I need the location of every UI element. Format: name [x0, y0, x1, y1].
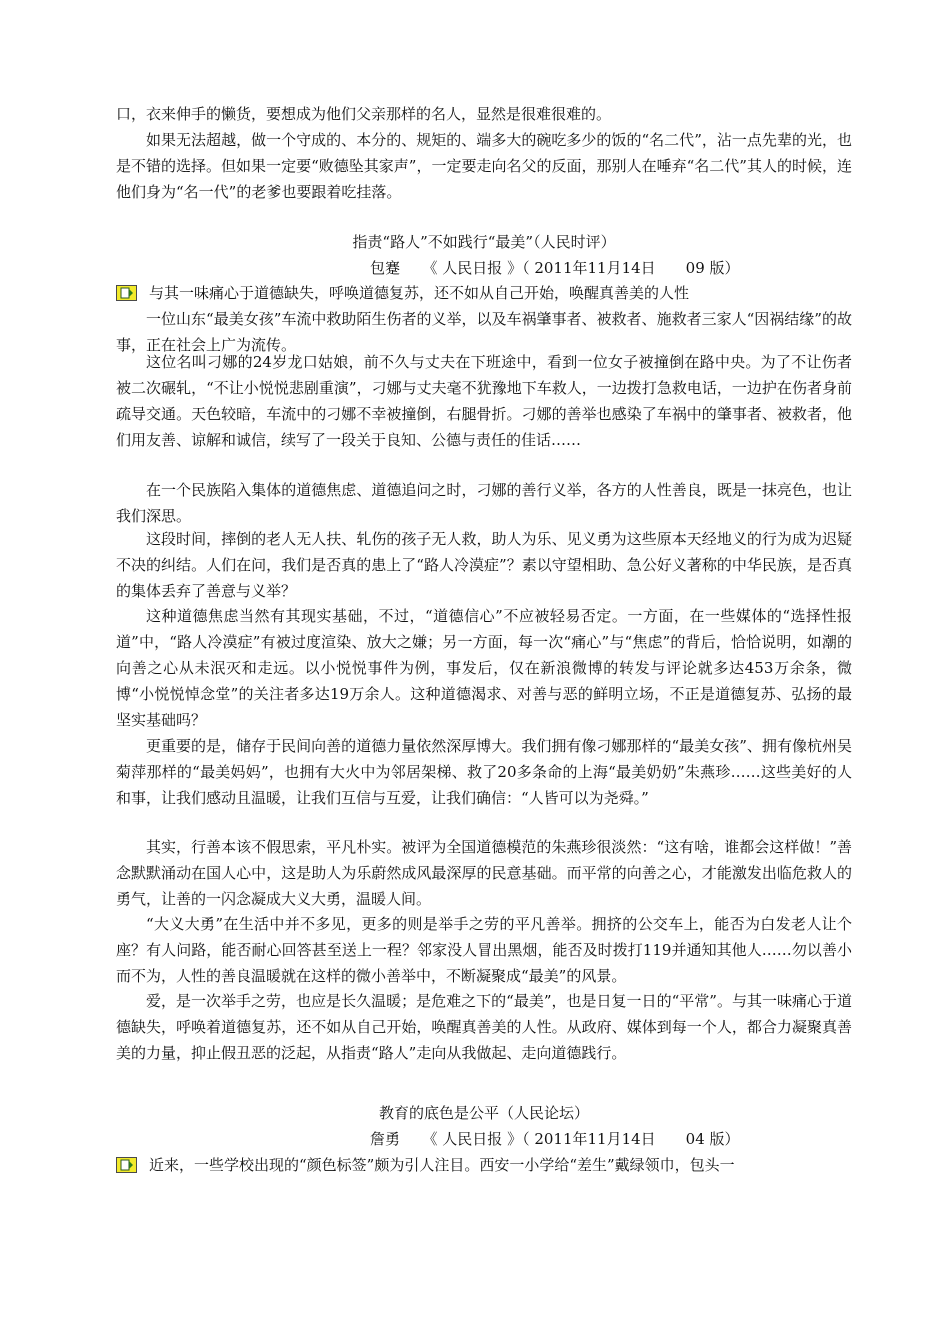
article1-author: 包蹇: [370, 259, 401, 277]
article2-title: 教育的底色是公平（人民论坛）: [378, 1104, 589, 1122]
article1-paragraph-7: 其实，行善本该不假思索，平凡朴实。被评为全国道德模范的朱燕珍很淡然：“这有啥，谁都会这样做！”善念默默涌动在国人心中，这是助人为乐蔚然成风最深厚的民意基础。而平常的向善之心，才能激发出临危救人的勇气，让善的一闪念凝成大义大勇，温暖人间。: [116, 838, 852, 908]
article1-lead: [116, 280, 852, 306]
article2-source: 《 人民日报 》（ 2011年11月14日 04 版）: [430, 1130, 740, 1148]
article1-paragraph-5: 这种道德焦虑当然有其现实基础，不过，“道德信心”不应被轻易否定。一方面，在一些媒体的“选择性报道”中，“路人冷漠症”有被过度渲染、放大之嫌；另一方面，每一次“痛心”与“焦虑”的背后，恰恰说明，如潮的向善之心从未泯灭和走远。以小悦悦事件为例，事发后，仅在新浪微博的转发与评论就多达453万余条，微博“小悦悦悼念堂”的关注者多达19万余人。这种道德渴求、对善与恶的鲜明立场，不正是道德复苏、弘扬的最坚实基础吗？: [116, 607, 852, 729]
article2-author: 詹勇: [370, 1130, 401, 1148]
article1-paragraph-6: 更重要的是，储存于民间向善的道德力量依然深厚博大。我们拥有像刁娜那样的“最美女孩”、拥有像杭州吴菊萍那样的“最美妈妈”，也拥有大火中为邻居架梯、救了20多条命的上海“最美奶奶”朱燕珍……这些美好的人和事，让我们感动且温暖，让我们互信与互爱，让我们确信：“人皆可以为尧舜。”: [116, 737, 852, 807]
article2-lead-text: 近来，一些学校出现的“颜色标签”颇为引人注目。西安一小学给“差生”戴绿领巾，包头一: [149, 1156, 735, 1174]
article1-paragraph-3: 在一个民族陷入集体的道德焦虑、道德追问之时，刁娜的善行义举，各方的人性善良，既是一抹亮色，也让我们深思。: [116, 481, 852, 525]
document-note-icon: [116, 285, 137, 301]
article1-lead-text: 与其一味痛心于道德缺失，呼唤道德复苏，还不如从自己开始，唤醒真善美的人性: [149, 284, 690, 302]
article1-paragraph-9: 爱，是一次举手之劳，也应是长久温暖；是危难之下的“最美”，也是日复一日的“平常”。与其一味痛心于道德缺失，呼唤着道德复苏，还不如从自己开始，唤醒真善美的人性。从政府、媒体到每一个人，都合力凝聚真善美的力量，抑止假丑恶的泛起，从指责“路人”走向从我做起、走向道德践行。: [116, 992, 852, 1062]
intro-paragraph-2: 如果无法超越，做一个守成的、本分的、规矩的、端多大的碗吃多少的饭的“名二代”，沾一点先辈的光，也是不错的选择。但如果一定要“败德坠其家声”，一定要走向名父的反面，那别人在唾弃“名二代”其人的时候，连他们身为“名一代”的老爹也要跟着吃挂落。: [116, 131, 852, 201]
article1-paragraph-1: 一位山东“最美女孩”车流中救助陌生伤者的义举，以及车祸肇事者、被救者、施救者三家人“因祸结缘”的故事，正在社会上广为流传。: [116, 310, 852, 354]
article2-byline: [370, 1126, 740, 1152]
article1-paragraph-8: “大义大勇”在生活中并不多见，更多的则是举手之劳的平凡善举。拥挤的公交车上，能否为白发老人让个座？有人问路，能否耐心回答甚至送上一程？邻家没人冒出黑烟，能否及时拨打119并通知其他人……勿以善小而不为，人性的善良温暖就在这样的微小善举中，不断凝聚成“最美”的风景。: [116, 915, 852, 985]
article1-paragraph-2: 这位名叫刁娜的24岁龙口姑娘，前不久与丈夫在下班途中，看到一位女子被撞倒在路中央。为了不让伤者被二次碾轧，“不让小悦悦悲剧重演”，刁娜与丈夫毫不犹豫地下车救人，一边拨打急救电话，一边护在伤者身前疏导交通。天色较暗，车流中的刁娜不幸被撞倒，右腿骨折。刁娜的善举也感染了车祸中的肇事者、被救者，他们用友善、谅解和诚信，续写了一段关于良知、公德与责任的佳话……: [116, 353, 852, 449]
document-note-icon: [116, 1157, 137, 1173]
article1-byline: [370, 255, 740, 281]
article1-paragraph-4: 这段时间，摔倒的老人无人扶、轧伤的孩子无人救，助人为乐、见义勇为这些原本天经地义的行为成为迟疑不决的纠结。人们在问，我们是否真的患上了“路人冷漠症”？素以守望相助、急公好义著称的中华民族，是否真的集体丢弃了善意与义举？: [116, 530, 852, 600]
intro-paragraph-1: 口，衣来伸手的懒货，要想成为他们父亲那样的名人，显然是很难很难的。: [116, 105, 612, 123]
article1-source: 《 人民日报 》（ 2011年11月14日 09 版）: [430, 259, 740, 277]
article2-lead: [116, 1152, 852, 1178]
article1-title: 指责“路人”不如践行“最美”（人民时评）: [352, 233, 616, 251]
